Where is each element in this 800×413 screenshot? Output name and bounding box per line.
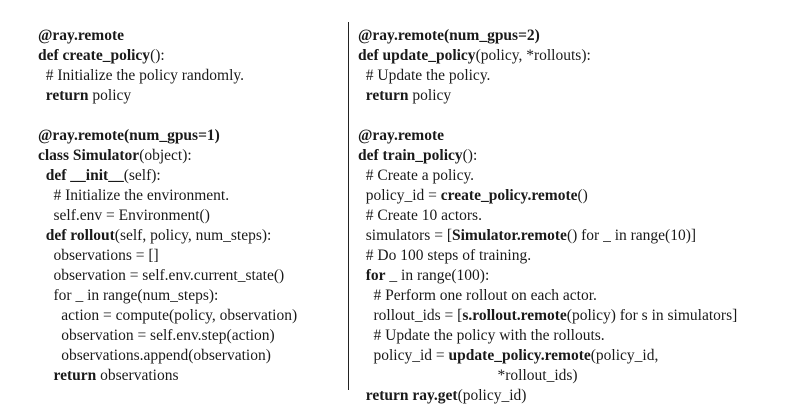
column-divider (348, 22, 349, 390)
code-keyword: def (45, 167, 71, 184)
code-text: policy (88, 87, 132, 104)
code-keyword: for (365, 267, 386, 284)
code-keyword: @ray.remote(num_gpus=2) (358, 27, 540, 44)
code-line (38, 306, 297, 326)
code-text: (self, policy, num_steps): (114, 227, 272, 244)
code-text: # Perform one rollout on each actor. (358, 287, 597, 304)
code-line (358, 26, 540, 46)
code-line (358, 326, 605, 346)
code-line (358, 266, 489, 286)
code-keyword: def (358, 147, 383, 164)
code-keyword: @ray.remote (38, 27, 124, 44)
code-keyword: @ray.remote(num_gpus=1) (38, 127, 220, 144)
code-line (358, 226, 696, 246)
code-line (38, 366, 179, 386)
code-text: (policy, *rollouts): (475, 47, 591, 64)
code-text: simulators = [ (358, 227, 452, 244)
code-text (358, 387, 366, 404)
code-line (38, 226, 271, 246)
code-keyword: return (53, 367, 97, 384)
code-keyword: create_policy.remote (440, 187, 578, 204)
code-keyword: s.rollout.remote (462, 307, 567, 324)
code-keyword: return (365, 387, 409, 404)
code-line (38, 206, 210, 226)
code-line (358, 386, 526, 406)
code-keyword: train_policy (382, 147, 463, 164)
code-text: (object): (139, 147, 192, 164)
code-keyword: return (365, 87, 409, 104)
code-text: observation = self.env.current_state() (38, 267, 285, 284)
code-line (358, 66, 490, 86)
code-line (358, 206, 482, 226)
code-text: for _ in range(num_steps): (38, 287, 219, 304)
code-keyword: def (38, 47, 63, 64)
code-line (38, 146, 192, 166)
code-text: # Create a policy. (358, 167, 475, 184)
code-text: # Initialize the environment. (38, 187, 230, 204)
code-text: observations.append(observation) (38, 347, 271, 364)
code-line (38, 326, 275, 346)
code-keyword: update_policy.remote (448, 347, 591, 364)
code-text: (policy_id, (590, 347, 659, 364)
code-text: () for _ in range(10)] (566, 227, 697, 244)
code-keyword: def (45, 227, 71, 244)
code-text: # Initialize the policy randomly. (38, 67, 245, 84)
code-line (38, 66, 244, 86)
code-text (38, 367, 54, 384)
code-text: (policy) for s in simulators] (566, 307, 738, 324)
code-text: policy_id = (358, 187, 441, 204)
code-line (38, 246, 159, 266)
code-line (358, 46, 591, 66)
code-line (358, 306, 737, 326)
code-line (38, 26, 124, 46)
code-line (358, 126, 444, 146)
code-text: (): (462, 147, 478, 164)
code-line (38, 126, 220, 146)
code-text: (policy_id) (457, 387, 527, 404)
code-line (38, 286, 218, 306)
code-line (38, 166, 161, 186)
code-keyword: Simulator.remote (451, 227, 567, 244)
code-keyword: def (358, 47, 383, 64)
code-keyword: return (45, 87, 89, 104)
code-text: rollout_ids = [ (358, 307, 463, 324)
code-line (358, 186, 588, 206)
code-text: observations = [] (38, 247, 159, 264)
code-text (358, 267, 366, 284)
code-text: # Update the policy. (358, 67, 491, 84)
code-line (358, 366, 578, 386)
code-keyword: @ray.remote (358, 127, 444, 144)
code-text: # Do 100 steps of training. (358, 247, 532, 264)
code-text: policy (408, 87, 452, 104)
code-text: # Update the policy with the rollouts. (358, 327, 605, 344)
code-line (358, 166, 474, 186)
code-line (358, 146, 477, 166)
code-line (358, 246, 531, 266)
code-text: # Create 10 actors. (358, 207, 482, 224)
code-keyword: __init__ (70, 167, 124, 184)
code-text: _ in range(100): (385, 267, 490, 284)
code-text: () (577, 187, 588, 204)
code-keyword: Simulator (72, 147, 140, 164)
code-line (38, 266, 284, 286)
code-text: (self): (123, 167, 161, 184)
code-text (38, 167, 46, 184)
code-text (38, 87, 46, 104)
code-line (38, 86, 131, 106)
code-line (38, 46, 165, 66)
code-line (38, 186, 229, 206)
code-keyword: update_policy (382, 47, 476, 64)
code-text (38, 227, 46, 244)
code-text: *rollout_ids) (358, 367, 578, 384)
code-keyword: ray.get (412, 387, 458, 404)
code-line (38, 346, 271, 366)
code-text (358, 87, 366, 104)
code-text: self.env = Environment() (38, 207, 210, 224)
code-keyword: rollout (70, 227, 115, 244)
code-line (358, 86, 451, 106)
code-text: observations (96, 367, 179, 384)
code-line (358, 286, 597, 306)
code-keyword: class (38, 147, 73, 164)
code-text: observation = self.env.step(action) (38, 327, 275, 344)
code-line (358, 346, 658, 366)
code-keyword: create_policy (62, 47, 151, 64)
code-text: action = compute(policy, observation) (38, 307, 298, 324)
code-text: (): (150, 47, 165, 64)
code-text: policy_id = (358, 347, 449, 364)
